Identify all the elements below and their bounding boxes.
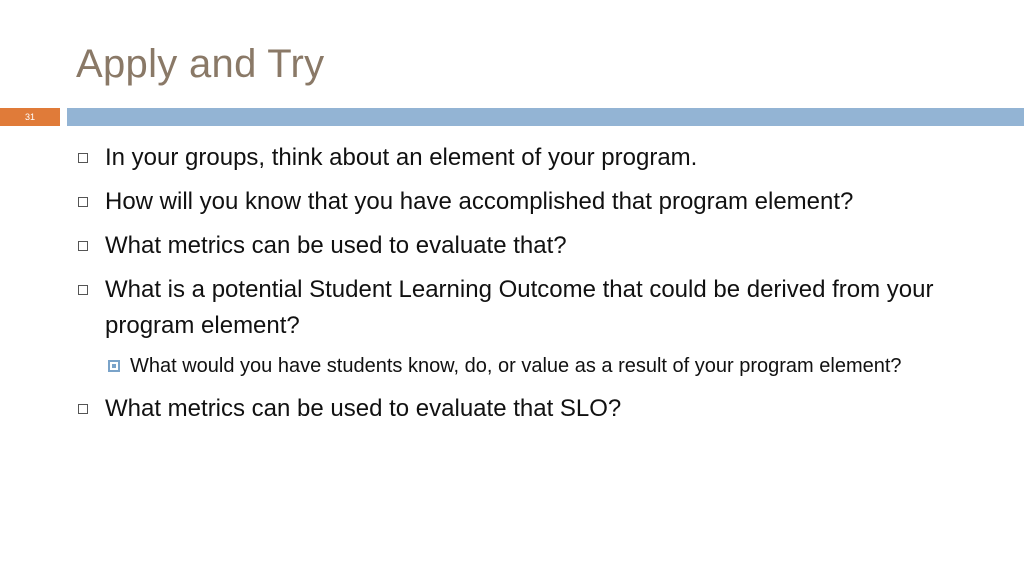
bullet-text: How will you know that you have accomplished that program element? — [105, 188, 854, 215]
bullet-text: What metrics can be used to evaluate that? — [105, 232, 567, 259]
bullet-item — [76, 140, 996, 176]
square-bullet-icon — [78, 285, 88, 295]
bullet-item — [76, 272, 996, 344]
slide-content — [76, 140, 996, 435]
square-bullet-icon — [78, 197, 88, 207]
sub-bullet-item — [102, 350, 996, 383]
filled-square-bullet-icon — [108, 360, 120, 372]
slide-number: 31 — [24, 112, 35, 122]
slide-title: Apply and Try — [76, 42, 325, 86]
sub-bullet-text: What would you have students know, do, or value as a result of your program element? — [130, 355, 902, 377]
bullet-item — [76, 184, 996, 220]
bullet-text: What metrics can be used to evaluate that SLO? — [105, 395, 622, 422]
title-rule — [67, 108, 1024, 126]
square-bullet-icon — [78, 153, 88, 163]
bullet-text: What is a potential Student Learning Outcome that could be derived from your program element? — [105, 276, 934, 339]
bullet-item — [76, 228, 996, 264]
square-bullet-icon — [78, 241, 88, 251]
square-bullet-icon — [78, 404, 88, 414]
bullet-text: In your groups, think about an element of your program. — [105, 144, 698, 171]
bullet-item — [76, 391, 996, 427]
